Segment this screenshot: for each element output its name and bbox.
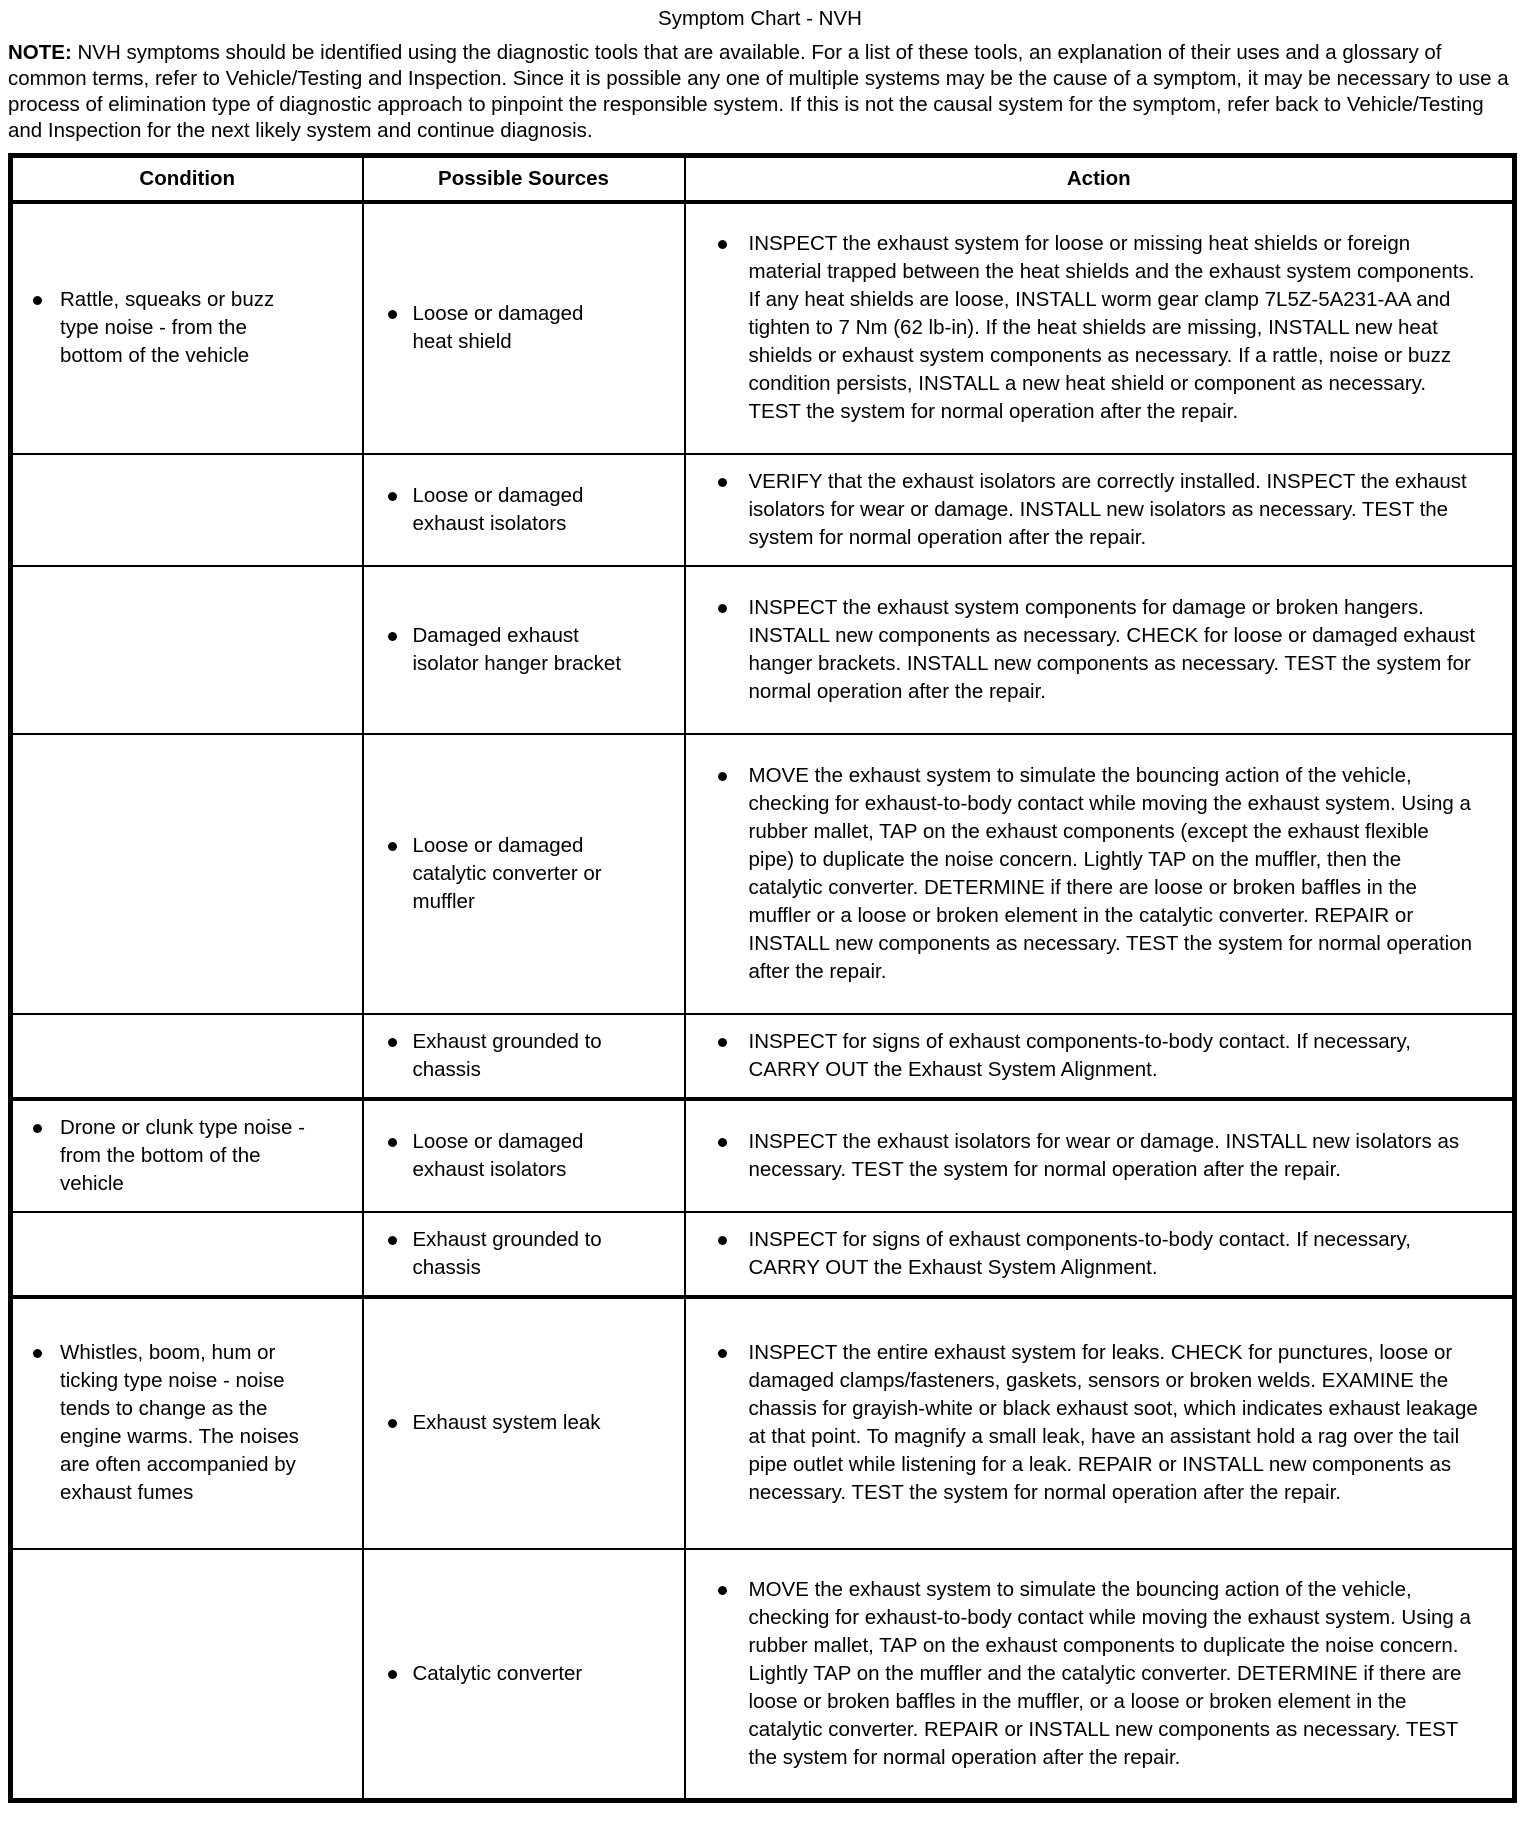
action-cell — [685, 1212, 1515, 1297]
table-row — [11, 566, 1515, 734]
possible-source-cell — [363, 1297, 685, 1549]
condition-cell — [11, 454, 363, 566]
possible-source-item — [388, 1028, 628, 1084]
condition-item — [33, 1114, 314, 1198]
bullet-icon — [388, 310, 397, 319]
bullet-icon — [388, 632, 397, 641]
bullet-icon — [718, 1038, 727, 1047]
action-text: INSPECT the exhaust isolators for wear or damage. INSTALL new isolators as necessary. TEST the system for normal operation after the repair. — [748, 1129, 1460, 1181]
action-item — [718, 230, 1479, 426]
possible-source-cell — [363, 1099, 685, 1212]
bullet-icon — [388, 1670, 397, 1679]
action-cell — [685, 202, 1515, 454]
bullet-icon — [33, 1349, 42, 1358]
possible-source-item — [388, 832, 628, 916]
bullet-icon — [718, 604, 727, 613]
condition-cell — [11, 1099, 363, 1212]
bullet-icon — [718, 1138, 727, 1147]
possible-source-item — [388, 1409, 628, 1437]
action-item — [718, 594, 1479, 706]
table-row — [11, 1212, 1515, 1297]
action-cell — [685, 734, 1515, 1014]
bullet-icon — [33, 1124, 42, 1133]
bullet-icon — [388, 842, 397, 851]
table-row — [11, 1014, 1515, 1099]
possible-source-cell — [363, 1014, 685, 1099]
action-text: INSPECT for signs of exhaust components-to-body contact. If necessary, CARRY OUT the Exhaust System Alignment. — [748, 1227, 1411, 1279]
table-row — [11, 454, 1515, 566]
action-item — [718, 468, 1479, 552]
bullet-icon — [718, 478, 727, 487]
column-header-condition: Condition — [11, 156, 363, 202]
action-text: VERIFY that the exhaust isolators are correctly installed. INSPECT the exhaust isolators for wear or damage. INSTALL new isolators as necessary. TEST the system for normal operation after the repair. — [748, 469, 1467, 549]
bullet-icon — [33, 296, 42, 305]
possible-source-cell — [363, 1212, 685, 1297]
bullet-icon — [388, 1236, 397, 1245]
note-text: NVH symptoms should be identified using the diagnostic tools that are available. For a list of these tools, an explanation of their uses and a glossary of common terms, refer to Vehicle/Testing and Inspection. Since it is possible any one of multiple systems may be the cause of a symptom, it may be necessary to use a process of elimination type of diagnostic approach to pinpoint the responsible system. If this is not the causal system for the symptom, refer back to Vehicle/Testing and Inspection for the next likely system and continue diagnosis. — [8, 41, 1509, 142]
possible-source-cell — [363, 734, 685, 1014]
possible-source-text: Loose or damaged catalytic converter or muffler — [412, 833, 602, 913]
condition-cell — [11, 1549, 363, 1801]
possible-source-text: Damaged exhaust isolator hanger bracket — [412, 623, 622, 675]
table-row — [11, 202, 1515, 454]
action-cell — [685, 1549, 1515, 1801]
table-row — [11, 1549, 1515, 1801]
action-item — [718, 1576, 1479, 1772]
possible-source-item — [388, 1660, 628, 1688]
action-cell — [685, 454, 1515, 566]
possible-source-text: Exhaust grounded to chassis — [412, 1227, 602, 1279]
action-cell — [685, 566, 1515, 734]
possible-source-item — [388, 300, 628, 356]
action-text: INSPECT for signs of exhaust components-to-body contact. If necessary, CARRY OUT the Exhaust System Alignment. — [748, 1029, 1411, 1081]
possible-source-cell — [363, 566, 685, 734]
note-label: NOTE: — [8, 41, 72, 64]
table-row — [11, 1297, 1515, 1549]
possible-source-text: Catalytic converter — [412, 1661, 583, 1685]
bullet-icon — [718, 1349, 727, 1358]
action-text: MOVE the exhaust system to simulate the bouncing action of the vehicle, checking for exhaust-to-body contact while moving the exhaust system. Using a rubber mallet, TAP on the exhaust components to duplicate the noise concern. Lightly TAP on the muffler and the catalytic converter. DETERMINE if there are loose or broken baffles in the muffler, or a loose or broken element in the catalytic converter. REPAIR or INSTALL new components as necessary. TEST the system for normal operation after the repair. — [748, 1577, 1471, 1769]
bullet-icon — [718, 1586, 727, 1595]
condition-text: Drone or clunk type noise - from the bottom of the vehicle — [60, 1115, 305, 1195]
possible-source-text: Loose or damaged heat shield — [412, 302, 584, 353]
bullet-icon — [388, 492, 397, 501]
symptom-table — [8, 153, 1517, 1803]
condition-cell — [11, 1014, 363, 1099]
action-text: INSPECT the exhaust system for loose or missing heat shields or foreign material trapped between the heat shields and the exhaust system components. If any heat shields are loose, INSTALL worm gear clamp 7L5Z-5A231-AA and tighten to 7 Nm (62 lb-in). If the heat shields are missing, INSTALL new heat shields or exhaust system components as necessary. If a rattle, noise or buzz condition persists, INSTALL a new heat shield or component as necessary. TEST the system for normal operation after the repair. — [748, 232, 1475, 423]
possible-source-item — [388, 1128, 628, 1184]
condition-text: Whistles, boom, hum or ticking type noise - noise tends to change as the engine warms. The noises are often accompanied by exhaust fumes — [60, 1341, 299, 1504]
action-text: INSPECT the entire exhaust system for leaks. CHECK for punctures, loose or damaged clamps/fasteners, gaskets, sensors or broken welds. EXAMINE the chassis for grayish-white or black exhaust soot, which indicates exhaust leakage at that point. To magnify a small leak, have an assistant hold a rag over the tail pipe outlet while listening for a leak. REPAIR or INSTALL new components as necessary. TEST the system for normal operation after the repair. — [748, 1341, 1478, 1504]
bullet-icon — [388, 1138, 397, 1147]
possible-source-cell — [363, 454, 685, 566]
possible-source-item — [388, 482, 628, 538]
table-row — [11, 734, 1515, 1014]
action-text: MOVE the exhaust system to simulate the bouncing action of the vehicle, checking for exhaust-to-body contact while moving the exhaust system. Using a rubber mallet, TAP on the exhaust components (except the exhaust flexible pipe) to duplicate the noise concern. Lightly TAP on the muffler, then the catalytic converter. DETERMINE if there are loose or broken baffles in the muffler or a loose or broken element in the catalytic converter. REPAIR or INSTALL new components as necessary. TEST the system for normal operation after the repair. — [748, 763, 1473, 983]
possible-source-text: Exhaust grounded to chassis — [412, 1029, 602, 1081]
action-item — [718, 1339, 1479, 1507]
action-item — [718, 762, 1479, 986]
condition-cell — [11, 1212, 363, 1297]
action-cell — [685, 1014, 1515, 1099]
page-title: Symptom Chart - NVH — [658, 7, 862, 30]
column-header-possible-sources: Possible Sources — [363, 156, 685, 202]
condition-item — [33, 1339, 314, 1507]
symptom-table-body — [11, 202, 1515, 1801]
column-header-action: Action — [685, 156, 1515, 202]
action-cell — [685, 1099, 1515, 1212]
possible-source-cell — [363, 202, 685, 454]
bullet-icon — [718, 240, 727, 249]
action-item — [718, 1128, 1479, 1184]
condition-text: Rattle, squeaks or buzz type noise - from the bottom of the vehicle — [60, 288, 275, 367]
condition-cell — [11, 566, 363, 734]
action-text: INSPECT the exhaust system components for damage or broken hangers. INSTALL new components as necessary. CHECK for loose or damaged exhaust hanger brackets. INSTALL new components as necessary. TEST the system for normal operation after the repair. — [748, 595, 1476, 703]
bullet-icon — [388, 1038, 397, 1047]
possible-source-text: Loose or damaged exhaust isolators — [412, 1129, 584, 1181]
action-item — [718, 1028, 1479, 1084]
header-row — [11, 156, 1515, 202]
possible-source-item — [388, 1226, 628, 1282]
bullet-icon — [718, 772, 727, 781]
action-item — [718, 1226, 1479, 1282]
possible-source-text: Exhaust system leak — [412, 1411, 601, 1434]
possible-source-item — [388, 622, 628, 678]
table-row — [11, 1099, 1515, 1212]
bullet-icon — [718, 1236, 727, 1245]
condition-cell — [11, 734, 363, 1014]
possible-source-cell — [363, 1549, 685, 1801]
possible-source-text: Loose or damaged exhaust isolators — [412, 483, 584, 535]
action-cell — [685, 1297, 1515, 1549]
note-paragraph — [8, 40, 1512, 144]
bullet-icon — [388, 1419, 397, 1428]
symptom-table-header — [11, 156, 1515, 202]
condition-cell — [11, 1297, 363, 1549]
condition-item — [33, 286, 314, 370]
condition-cell — [11, 202, 363, 454]
